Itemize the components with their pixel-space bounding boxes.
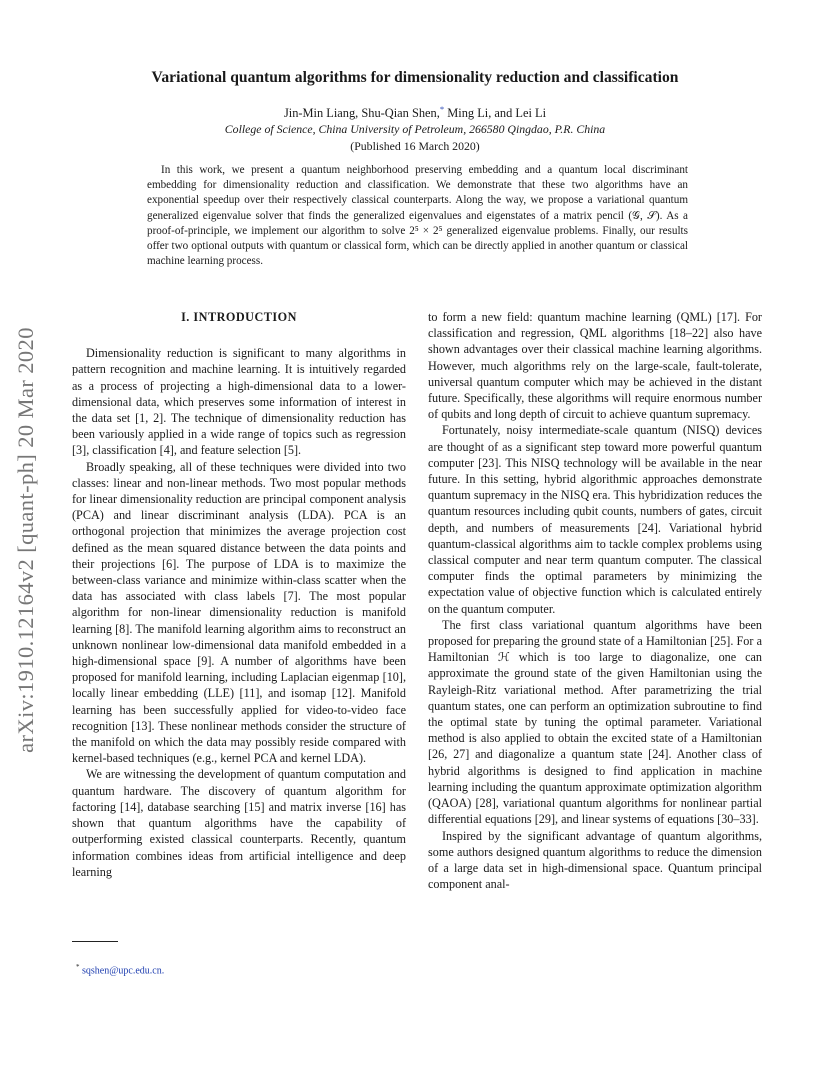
author-list xyxy=(60,104,770,121)
paragraph: Inspired by the significant advantage of quantum algorithms, some authors designed quantum algorithms to reduce the dimension of a large data set in high-dimensional space. Quantum principal component anal- xyxy=(428,828,762,892)
footnote-mark: * xyxy=(76,963,80,971)
paragraph: to form a new field: quantum machine learning (QML) [17]. For classification and regression, QML algorithms [18–22] also have shown advantages over their classical machine learning algorithms. However, much algorithms rely on the large-scale, fault-tolerate, universal quantum computer which may be achieved in the distant future. Specifically, these algorithms will require enormous number of qubits and long depth of circuit to achieve quantum supremacy. xyxy=(428,310,762,422)
arxiv-stamp: arXiv:1910.12164v2 [quant-ph] 20 Mar 2020 xyxy=(13,327,38,753)
footnote xyxy=(76,963,164,976)
author-names-first: Jin-Min Liang, Shu-Qian Shen, xyxy=(283,106,440,121)
author-names-rest: Ming Li, and Lei Li xyxy=(444,106,547,121)
publication-date: (Published 16 March 2020) xyxy=(350,139,480,153)
affiliation: College of Science, China University of Petroleum, 266580 Qingdao, P.R. China xyxy=(224,122,606,136)
paragraph: We are witnessing the development of quantum computation and quantum hardware. The discovery of quantum algorithm for factoring [14], database searching [15] and matrix inverse [16] has shown that quantum algorithms have the capability of outperforming existed classical counterparts. Recently, quantum information combines ideas from artificial intelligence and deep learning xyxy=(72,767,406,879)
paper-title: Variational quantum algorithms for dimensionality reduction and classification xyxy=(151,69,679,86)
paragraph: The first class variational quantum algorithms have been proposed for preparing the ground state of a Hamiltonian [25]. For a Hamiltonian ℋ which is too large to diagonalize, one can approximate the ground state of the given Hamiltonian using the Rayleigh-Ritz variational method. After parametrizing the trial quantum states, one can perform an optimization subroutine to find the optimal state by tuning the optimal parameter. Variational method is also applied to obtain the excited state of a Hamiltonian [26, 27] and diagonalize a quantum state [24]. Another class of hybrid algorithms is designed to find application in machine learning including the quantum approximate optimization algorithm (QAOA) [28], variational quantum algorithms for nonlinear partial differential equations [29], and linear systems of equations [30–33]. xyxy=(428,617,762,827)
left-column xyxy=(72,309,406,880)
left-column-body xyxy=(72,345,406,880)
section-heading: I. INTRODUCTION xyxy=(181,310,297,324)
paragraph: Fortunately, noisy intermediate-scale quantum (NISQ) devices are thought of as a significant step toward more powerful quantum computer [23]. This NISQ technology will be available in the near future. In this setting, hybrid algorithmic approaches demonstrate quantum supremacy in the NISQ era. This hybridization reduces the quantum resources including qubit counts, numbers of gates, circuit depth, and numbers of measurements [24]. Variational hybrid quantum-classical algorithms aim to tackle complex problems using classical computer and near term quantum computer. The classical computer finds the optimal parameters by minimizing the expectation value of objective function which is calculated entirely on the quantum computer. xyxy=(428,423,762,616)
footnote-link[interactable]: * xyxy=(439,104,445,114)
right-column-body xyxy=(428,309,762,892)
abstract: In this work, we present a quantum neighborhood preserving embedding and a quantum local discriminant embedding for dimensionality reduction and classification. We demonstrate that these two algorithms have an exponential speedup over their respectively classical counterparts. Along the way, we propose a variational quantum generalized eigenvalue solver that finds the generalized eigenvalues and eigenstates of a matrix pencil (𝒢, 𝒮). As a proof-of-principle, we implement our algorithm to solve 2⁵ × 2⁵ generalized eigenvalue problems. Finally, our results offer two optional outputs with quantum or classical form, which can be directly applied in another quantum or classical machine learning process. xyxy=(147,164,688,268)
right-column xyxy=(428,309,762,892)
footnote-divider xyxy=(72,941,118,942)
paragraph: Dimensionality reduction is significant to many algorithms in pattern recognition and machine learning. It is intuitively regarded as a process of projecting a high-dimensional data to a lower-dimensional data, which preserves some information of interest in the data set [1, 2]. The technique of dimensionality reduction has been variously applied in a wide range of topics such as regression [3], classification [4], and feature selection [5]. xyxy=(72,346,406,458)
email-link[interactable]: sqshen@upc.edu.cn. xyxy=(82,965,165,977)
paragraph: Broadly speaking, all of these techniques were divided into two classes: linear and non-linear methods. Two most popular methods for linear dimensionality reduction are principal component analysis (PCA) and linear discriminant analysis (LDA). PCA is an orthogonal projection that minimizes the average projection cost defined as the mean squared distance between the data points and their projections [6]. The purpose of LDA is to maximize the between-class variance and minimize within-class scatter when the data has associated with class labels [7]. The most popular algorithm for non-linear dimensionality reduction is manifold learning [8]. The manifold learning algorithm aims to reconstruct an unknown nonlinear low-dimensional data manifold embedded in a high-dimensional space [9]. A number of algorithms have been proposed for manifold learning, including Laplacian eigenmap [10], locally linear embedding (LLE) [11], and isomap [12]. Manifold learning has been successfully applied for video-to-video face recognition [13]. These nonlinear methods consider the structure of the manifold on which the data may possibly reside compared with kernel-based techniques (e.g., kernel PCA and kernel LDA). xyxy=(72,459,406,766)
